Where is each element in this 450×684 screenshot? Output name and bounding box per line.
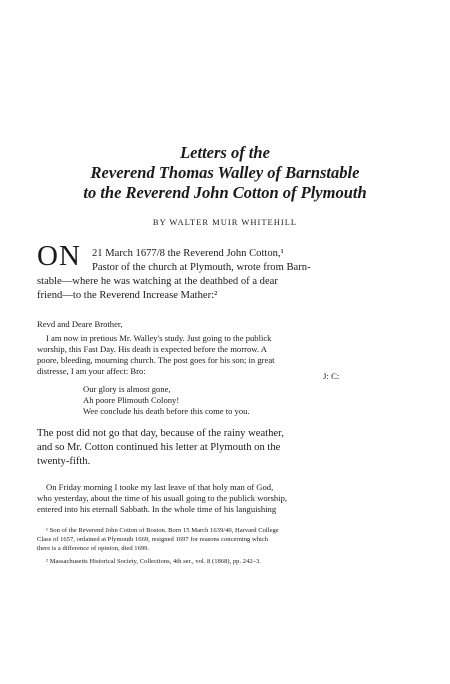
letter-line-2: worship, this Fast Day. His death is expected before the morrow. A xyxy=(37,344,267,354)
title-line-2: Reverend Thomas Walley of Barnstable xyxy=(90,163,360,182)
poem-line-3: Wee conclude his death before this come to you. xyxy=(83,406,250,416)
footnote-1-line-1: ¹ Son of the Reverend John Cotton of Boston. Born 15 March 1639/40, Harvard College xyxy=(46,527,279,534)
letter2-line-1: On Friday morning I tooke my last leave of that holy man of God, xyxy=(46,482,274,492)
intro-line-4: friend—to the Reverend Increase Mather:² xyxy=(37,290,218,301)
body-line-3: twenty-fifth. xyxy=(37,456,91,467)
letter-signature: J: C: xyxy=(323,371,340,381)
poem-line-2: Ah poore Plimouth Colony! xyxy=(83,395,180,405)
author-byline: BY WALTER MUIR WHITEHILL xyxy=(152,217,298,227)
letter-salutation: Revd and Deare Brother, xyxy=(37,319,123,329)
letter2-line-3: entered into his eternall Sabbath. In the whole time of his languishing xyxy=(37,504,277,514)
letter2-line-2: who yesterday, about the time of his usuall going to the publick worship, xyxy=(37,493,288,503)
intro-line-3: stable—where he was watching at the deathbed of a dear xyxy=(37,276,278,287)
body-line-1: The post did not go that day, because of the rainy weather, xyxy=(37,428,284,439)
body-line-2: and so Mr. Cotton continued his letter at Plymouth on the xyxy=(37,442,281,453)
letter-line-1: I am now in pretious Mr. Walley's study. Just going to the publick xyxy=(46,333,272,343)
footnote-1-line-3: there is a difference of opinion, died 1699. xyxy=(37,545,150,552)
poem-line-1: Our glory is almost gone, xyxy=(83,384,171,394)
letter-line-4: distresse, I am your affect: Bro: xyxy=(37,366,146,376)
intro-line-2: Pastor of the church at Plymouth, wrote from Barn- xyxy=(92,262,311,273)
letter-line-3: poore, bleeding, mourning church. The post goes for his son; in great xyxy=(37,355,275,365)
title-line-1: Letters of the xyxy=(180,143,270,162)
intro-line-1: 21 March 1677/8 the Reverend John Cotton,¹ xyxy=(92,248,284,259)
title-line-3: to the Reverend John Cotton of Plymouth xyxy=(83,183,367,202)
footnote-1-line-2: Class of 1657, ordained at Plymouth 1669, resigned 1697 for reasons concerning which xyxy=(37,536,269,543)
footnote-2: ² Massachusetts Historical Society, Collections, 4th ser., vol. 8 (1868), pp. 242–3. xyxy=(46,558,261,565)
drop-cap: ON xyxy=(37,240,81,272)
